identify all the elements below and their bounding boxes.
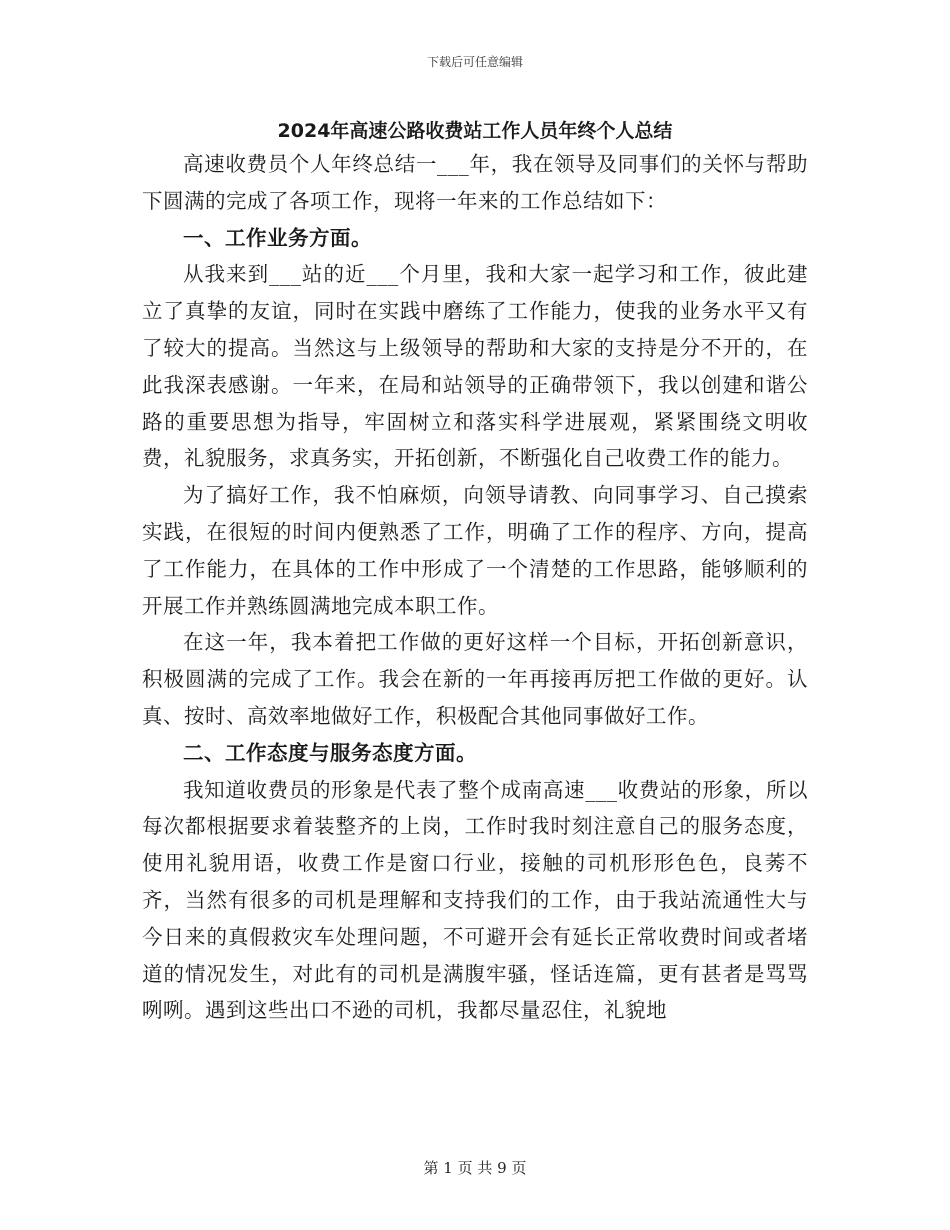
- page-number: 第 1 页 共 9 页: [423, 1159, 527, 1177]
- paragraph: 从我来到___站的近___个月里，我和大家一起学习和工作，彼此建立了真挚的友谊，同时在实践中磨练了工作能力，使我的业务水平又有了较大的提高。当然这与上级领导的帮助和大家的支持是分不开的，在此我深表感谢。一年来，在局和站领导的正确带领下，我以创建和谐公路的重要思想为指导，牢固树立和落实科学进展观，紧紧围绕文明收费，礼貌服务，求真务实，开拓创新，不断强化自己收费工作的能力。: [142, 262, 808, 471]
- section-heading-2: 二、工作态度与服务态度方面。: [183, 740, 477, 765]
- document-title: 2024年高速公路收费站工作人员年终个人总结: [277, 120, 673, 142]
- paragraph: 为了搞好工作，我不怕麻烦，向领导请教、向同事学习、自己摸索实践，在很短的时间内便熟悉了工作，明确了工作的程序、方向，提高了工作能力，在具体的工作中形成了一个清楚的工作思路，能够顺利的开展工作并熟练圆满地完成本职工作。: [142, 483, 808, 618]
- section-heading-1: 一、工作业务方面。: [183, 225, 372, 250]
- paragraph-intro: 高速收费员个人年终总结一___年，我在领导及同事们的关怀与帮助下圆满的完成了各项工作，现将一年来的工作总结如下：: [142, 152, 808, 213]
- document-body: [142, 146, 808, 1029]
- paragraph: 我知道收费员的形象是代表了整个成南高速___收费站的形象，所以每次都根据要求着装整齐的上岗，工作时我时刻注意自己的服务态度，使用礼貌用语，收费工作是窗口行业，接触的司机形形色色，良莠不齐，当然有很多的司机是理解和支持我们的工作，由于我站流通性大与今日来的真假救灾车处理问题，不可避开会有延长正常收费时间或者堵道的情况发生，对此有的司机是满腹牢骚，怪话连篇，更有甚者是骂骂咧咧。遇到这些出口不逊的司机，我都尽量忍住，礼貌地: [142, 777, 808, 1023]
- header-note: 下载后可任意编辑: [426, 55, 523, 69]
- paragraph: 在这一年，我本着把工作做的更好这样一个目标，开拓创新意识，积极圆满的完成了工作。我会在新的一年再接再厉把工作做的更好。认真、按时、高效率地做好工作，积极配合其他同事做好工作。: [142, 630, 808, 728]
